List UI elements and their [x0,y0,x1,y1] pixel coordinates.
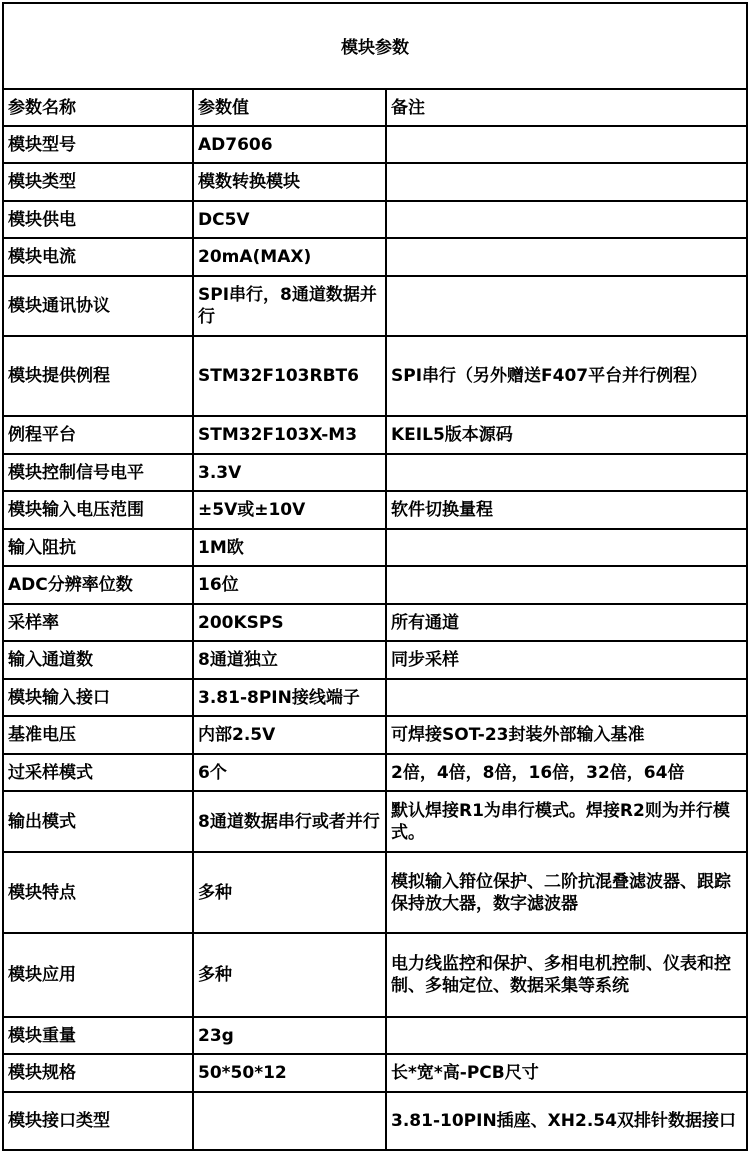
cell-note [386,126,747,163]
cell-note [386,566,747,604]
parameter-sheet [2,2,746,1151]
table-row [3,566,747,604]
table-row [3,679,747,716]
cell-name: 例程平台 [3,416,193,454]
table-row [3,641,747,679]
cell-note: KEIL5版本源码 [386,416,747,454]
table-row [3,1017,747,1054]
cell-note: 可焊接SOT-23封装外部输入基准 [386,716,747,754]
cell-value: DC5V [193,201,386,238]
cell-value: 1M欧 [193,529,386,566]
table-row [3,491,747,529]
cell-note [386,1017,747,1054]
cell-value: 模数转换模块 [193,163,386,201]
table-row [3,238,747,276]
cell-name: 模块规格 [3,1054,193,1092]
cell-name: 模块电流 [3,238,193,276]
cell-value: STM32F103RBT6 [193,336,386,416]
table-row [3,201,747,238]
cell-note: 同步采样 [386,641,747,679]
table-row [3,852,747,933]
cell-name: 模块提供例程 [3,336,193,416]
table-row [3,754,747,791]
table-row [3,416,747,454]
cell-note: 长*宽*高-PCB尺寸 [386,1054,747,1092]
cell-value: AD7606 [193,126,386,163]
cell-name: 模块供电 [3,201,193,238]
cell-value: STM32F103X-M3 [193,416,386,454]
header-note: 备注 [386,89,747,126]
cell-value: 20mA(MAX) [193,238,386,276]
cell-name: 模块输入接口 [3,679,193,716]
cell-name: 模块接口类型 [3,1092,193,1150]
header-row [3,89,747,126]
cell-value: 16位 [193,566,386,604]
table-row [3,454,747,491]
cell-name: ADC分辨率位数 [3,566,193,604]
cell-name: 基准电压 [3,716,193,754]
cell-note [386,238,747,276]
table-row [3,1092,747,1150]
cell-value: 3.81-8PIN接线端子 [193,679,386,716]
header-name: 参数名称 [3,89,193,126]
cell-value: 3.3V [193,454,386,491]
cell-value: ±5V或±10V [193,491,386,529]
cell-note: 默认焊接R1为串行模式。焊接R2则为并行模式。 [386,791,747,852]
table-row [3,529,747,566]
cell-value: 多种 [193,933,386,1017]
cell-value: 内部2.5V [193,716,386,754]
table-row [3,276,747,336]
cell-note: 2倍，4倍，8倍，16倍，32倍，64倍 [386,754,747,791]
cell-note [386,201,747,238]
cell-name: 输出模式 [3,791,193,852]
cell-name: 模块型号 [3,126,193,163]
table-title: 模块参数 [3,3,747,89]
table-row [3,604,747,641]
cell-value: 50*50*12 [193,1054,386,1092]
table-row [3,163,747,201]
cell-note [386,276,747,336]
table-row [3,716,747,754]
cell-note: 所有通道 [386,604,747,641]
cell-name: 过采样模式 [3,754,193,791]
cell-note [386,679,747,716]
cell-note [386,529,747,566]
cell-name: 模块控制信号电平 [3,454,193,491]
cell-value: SPI串行，8通道数据并行 [193,276,386,336]
cell-name: 模块应用 [3,933,193,1017]
cell-name: 模块特点 [3,852,193,933]
table-row [3,126,747,163]
cell-value: 多种 [193,852,386,933]
table-row [3,1054,747,1092]
cell-name: 模块重量 [3,1017,193,1054]
cell-name: 模块输入电压范围 [3,491,193,529]
cell-name: 输入通道数 [3,641,193,679]
cell-value: 8通道独立 [193,641,386,679]
title-row [3,3,747,89]
header-value: 参数值 [193,89,386,126]
cell-value: 6个 [193,754,386,791]
cell-note: 模拟输入箝位保护、二阶抗混叠滤波器、跟踪保持放大器，数字滤波器 [386,852,747,933]
cell-name: 输入阻抗 [3,529,193,566]
cell-note [386,454,747,491]
cell-note [386,163,747,201]
table-row [3,336,747,416]
table-row [3,791,747,852]
cell-value: 8通道数据串行或者并行 [193,791,386,852]
cell-name: 模块类型 [3,163,193,201]
cell-value: 23g [193,1017,386,1054]
cell-name: 采样率 [3,604,193,641]
cell-value [193,1092,386,1150]
cell-note: SPI串行（另外赠送F407平台并行例程） [386,336,747,416]
cell-note: 软件切换量程 [386,491,747,529]
table-row [3,933,747,1017]
cell-name: 模块通讯协议 [3,276,193,336]
cell-note: 电力线监控和保护、多相电机控制、仪表和控制、多轴定位、数据采集等系统 [386,933,747,1017]
cell-note: 3.81-10PIN插座、XH2.54双排针数据接口 [386,1092,747,1150]
parameter-table [2,2,748,1151]
cell-value: 200KSPS [193,604,386,641]
